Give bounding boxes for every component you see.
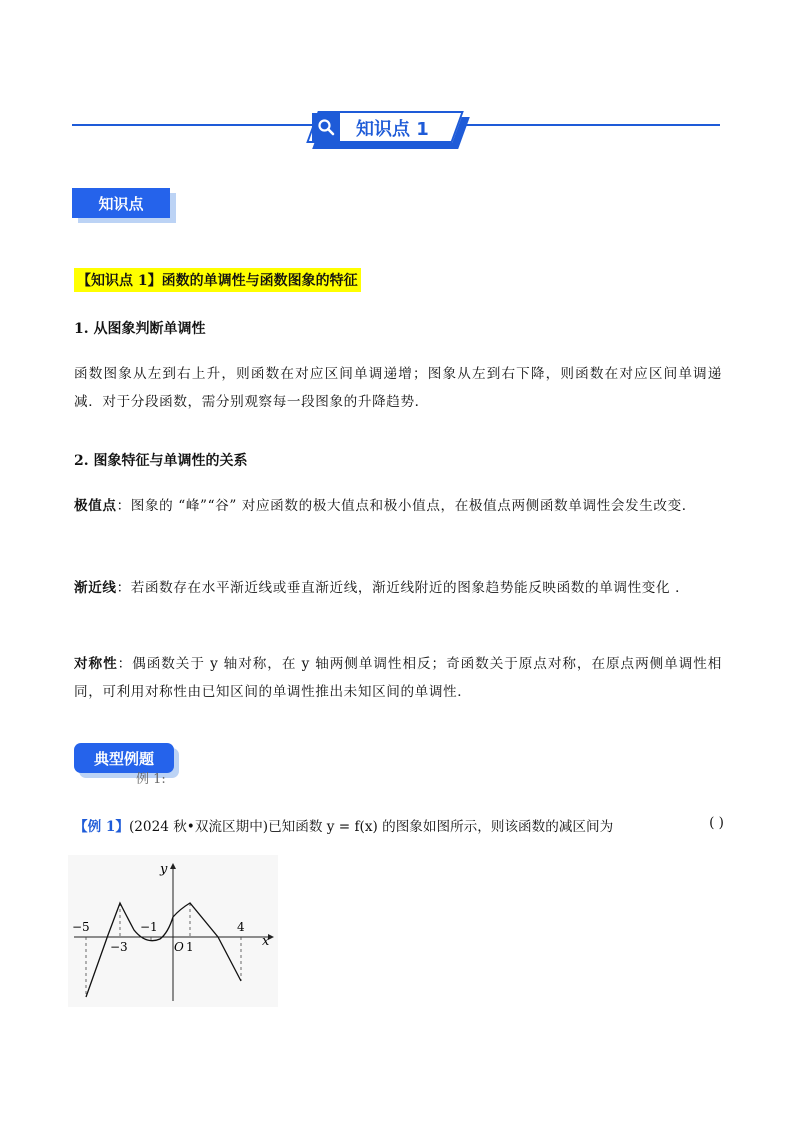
extremum-paragraph [74, 492, 722, 520]
answer-blank: ( ) [709, 815, 724, 831]
graph-x-label: x [262, 934, 270, 949]
symmetry-text: ：偶函数关于 y 轴对称，在 y 轴两侧单调性相反；奇函数关于原点对称，在原点两侧单调性相同，可利用对称性由已知区间的单调性推出未知区间的单调性． [74, 656, 722, 700]
example-1 [74, 815, 724, 835]
symmetry-label: 对称性 [74, 656, 118, 672]
graph-origin-label: O [174, 940, 184, 954]
graph-label-neg3: −3 [110, 940, 128, 954]
graph-label-1: 1 [186, 940, 194, 954]
section1-body: 函数图象从左到右上升，则函数在对应区间单调递增；图象从左到右下降，则函数在对应区间单调递减．对于分段函数，需分别观察每一段图象的升降趋势． [74, 366, 722, 410]
asymptote-paragraph [74, 574, 722, 602]
knowledge-tag: 知识点 [72, 188, 170, 218]
ghost-example-label: 例 1: [136, 772, 166, 787]
graph-y-label: y [160, 862, 168, 877]
header-rule-right [462, 124, 720, 126]
section2-title: 2. 图象特征与单调性的关系 [74, 453, 248, 469]
asymptote-label: 渐近线 [74, 580, 117, 596]
example-text: (2024 秋•双流区期中)已知函数 y = f(x) 的图象如图所示，则该函数的减区间为 [128, 819, 614, 835]
function-graph [68, 855, 278, 1007]
symmetry-paragraph [74, 650, 722, 706]
asymptote-text: ：若函数存在水平渐近线或垂直渐近线，渐近线附近的图象趋势能反映函数的单调性变化 ． [116, 580, 690, 596]
knowledge-heading: 【知识点 1】函数的单调性与函数图象的特征 [74, 268, 361, 292]
graph-label-4: 4 [237, 920, 245, 934]
header-rule-left [72, 124, 316, 126]
graph-label-neg1: −1 [140, 920, 158, 934]
graph-label-neg5: −5 [72, 920, 90, 934]
examples-tag: 典型例题 [74, 743, 174, 773]
page-title: 知识点 1 [356, 119, 429, 140]
section1-title: 1. 从图象判断单调性 [74, 321, 206, 337]
example-label: 【例 1】 [74, 819, 129, 835]
extremum-text: ：图象的 “峰”“谷” 对应函数的极大值点和极小值点，在极值点两侧函数单调性会发生改变． [116, 498, 696, 514]
extremum-label: 极值点 [74, 498, 117, 514]
search-icon [312, 113, 340, 141]
